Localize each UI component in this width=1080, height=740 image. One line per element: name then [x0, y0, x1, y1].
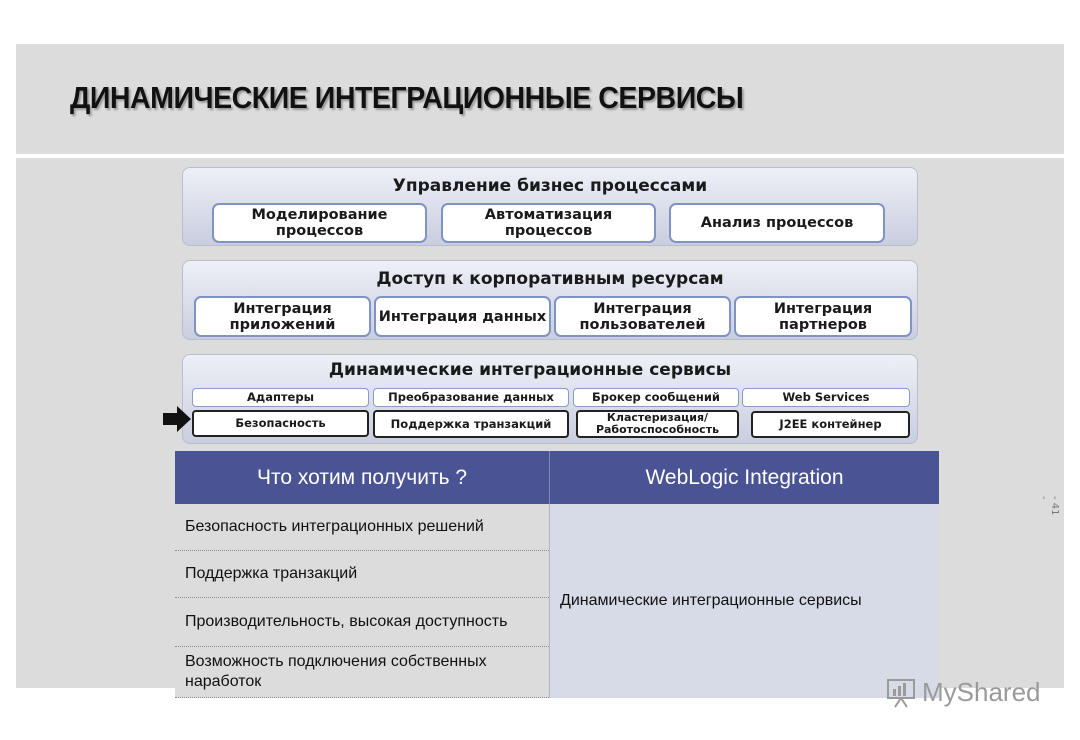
panel-access-title: Доступ к корпоративным ресурсам	[376, 269, 724, 289]
access-item-data: Интеграция данных	[374, 296, 551, 337]
access-item-users: Интеграция пользователей	[554, 296, 731, 337]
page-number: - 41 -	[1038, 496, 1060, 516]
access-item-apps: Интеграция приложений	[194, 296, 371, 337]
arrow-right-icon	[163, 406, 191, 432]
dynamic-j2ee: J2EE контейнер	[751, 411, 910, 438]
panel-bpm-title: Управление бизнес процессами	[392, 176, 708, 196]
bpm-item-modeling: Моделирование процессов	[212, 203, 427, 243]
dynamic-transform: Преобразование данных	[373, 388, 569, 407]
table-row: Поддержка транзакций	[175, 551, 549, 598]
logo	[886, 677, 1041, 708]
dynamic-adapters: Адаптеры	[192, 388, 369, 407]
panel-access	[182, 260, 918, 340]
table-row: Возможность подключения собственных наработок	[175, 647, 549, 698]
panel-dynamic	[182, 354, 918, 444]
dynamic-clustering: Кластеризация/ Работоспособность	[576, 410, 739, 438]
bpm-item-automation: Автоматизация процессов	[441, 203, 656, 243]
bpm-item-analysis: Анализ процессов	[669, 203, 885, 243]
table-row: Производительность, высокая доступность	[175, 598, 549, 647]
table-header-weblogic: WebLogic Integration	[549, 451, 939, 504]
table-row: Безопасность интеграционных решений	[175, 504, 549, 551]
table-cell-weblogic: Динамические интеграционные сервисы	[549, 504, 939, 698]
page-title: ДИНАМИЧЕСКИЕ ИНТЕГРАЦИОННЫЕ СЕРВИСЫ	[70, 80, 744, 115]
logo-text: MyShared	[922, 677, 1041, 707]
dynamic-security: Безопасность	[192, 410, 369, 437]
presentation-board-icon	[886, 678, 918, 708]
dynamic-transactions: Поддержка транзакций	[373, 410, 569, 438]
panel-dynamic-title: Динамические интеграционные сервисы	[328, 360, 732, 380]
panel-bpm	[182, 167, 918, 246]
table-header-want: Что хотим получить ?	[175, 451, 549, 504]
dynamic-broker: Брокер сообщений	[573, 388, 739, 407]
access-item-partners: Интеграция партнеров	[734, 296, 912, 337]
dynamic-webservices: Web Services	[742, 388, 910, 407]
